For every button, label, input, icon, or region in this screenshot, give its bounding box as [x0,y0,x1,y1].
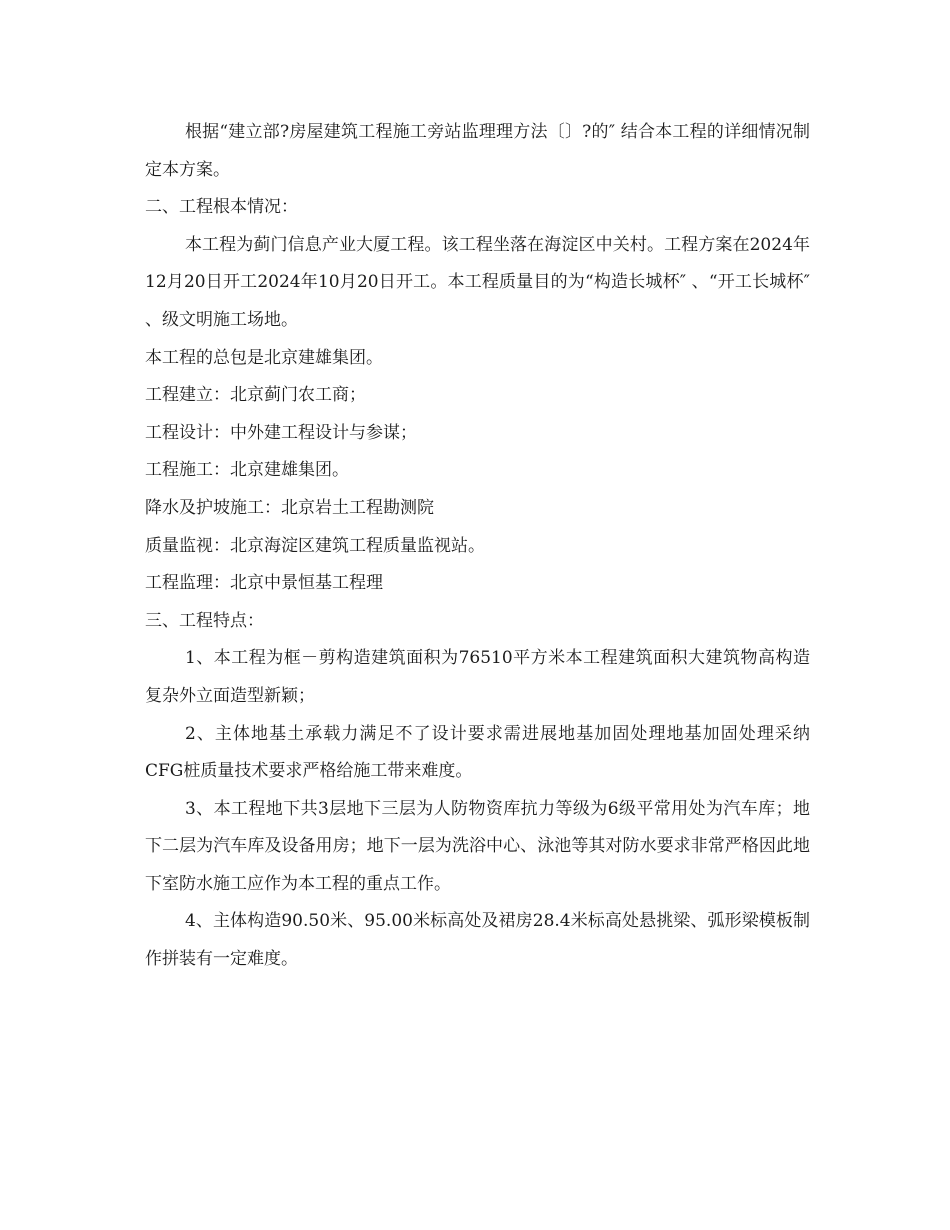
document-body [145,114,810,979]
paragraph-designer: 工程设计：中外建工程设计与参谋； [145,422,417,443]
paragraph-feature-1: 1、本工程为框－剪构造建筑面积为76510平方米本工程建筑面积大建筑物高构造复杂外立面造型新颖； [145,648,810,706]
paragraph-quality-supervision: 质量监视：北京海淀区建筑工程质量监视站。 [145,535,485,556]
paragraph-project-supervision: 工程监理：北京中景恒基工程理 [145,573,383,594]
paragraph-feature-3: 3、本工程地下共3层地下三层为人防物资库抗力等级为6级平常用处为汽车库；地下二层为汽车库及设备用房；地下一层为洗浴中心、泳池等其对防水要求非常严格因此地下室防水施工应作为本工程的重点工作。 [145,798,810,894]
paragraph-dewatering: 降水及护坡施工：北京岩土工程勘测院 [145,497,434,518]
paragraph-owner: 工程建立：北京蓟门农工商； [145,385,366,406]
paragraph-overview: 本工程为蓟门信息产业大厦工程。该工程坐落在海淀区中关村。工程方案在2024年12月20日开工2024年10月20日开工。本工程质量目的为“构造长城杯″ 、“开工长城杯″ 、级文明施工场地。 [145,234,810,330]
paragraph-general-contractor: 本工程的总包是北京建雄集团。 [145,347,383,368]
section-heading-project-info: 二、工程根本情况： [145,197,298,218]
paragraph-builder: 工程施工：北京建雄集团。 [145,460,349,481]
section-heading-features: 三、工程特点： [145,610,264,631]
paragraph-basis: 根据“建立部?房屋建筑工程施工旁站监理理方法〔〕?的″ 结合本工程的详细情况制定本方案。 [145,122,810,180]
paragraph-feature-2: 2、主体地基土承载力满足不了设计要求需进展地基加固处理地基加固处理采纳CFG桩质量技术要求严格给施工带来难度。 [145,723,810,782]
paragraph-feature-4: 4、主体构造90.50米、95.00米标高处及裙房28.4米标高处悬挑梁、弧形梁模板制作拼装有一定难度。 [145,911,810,970]
